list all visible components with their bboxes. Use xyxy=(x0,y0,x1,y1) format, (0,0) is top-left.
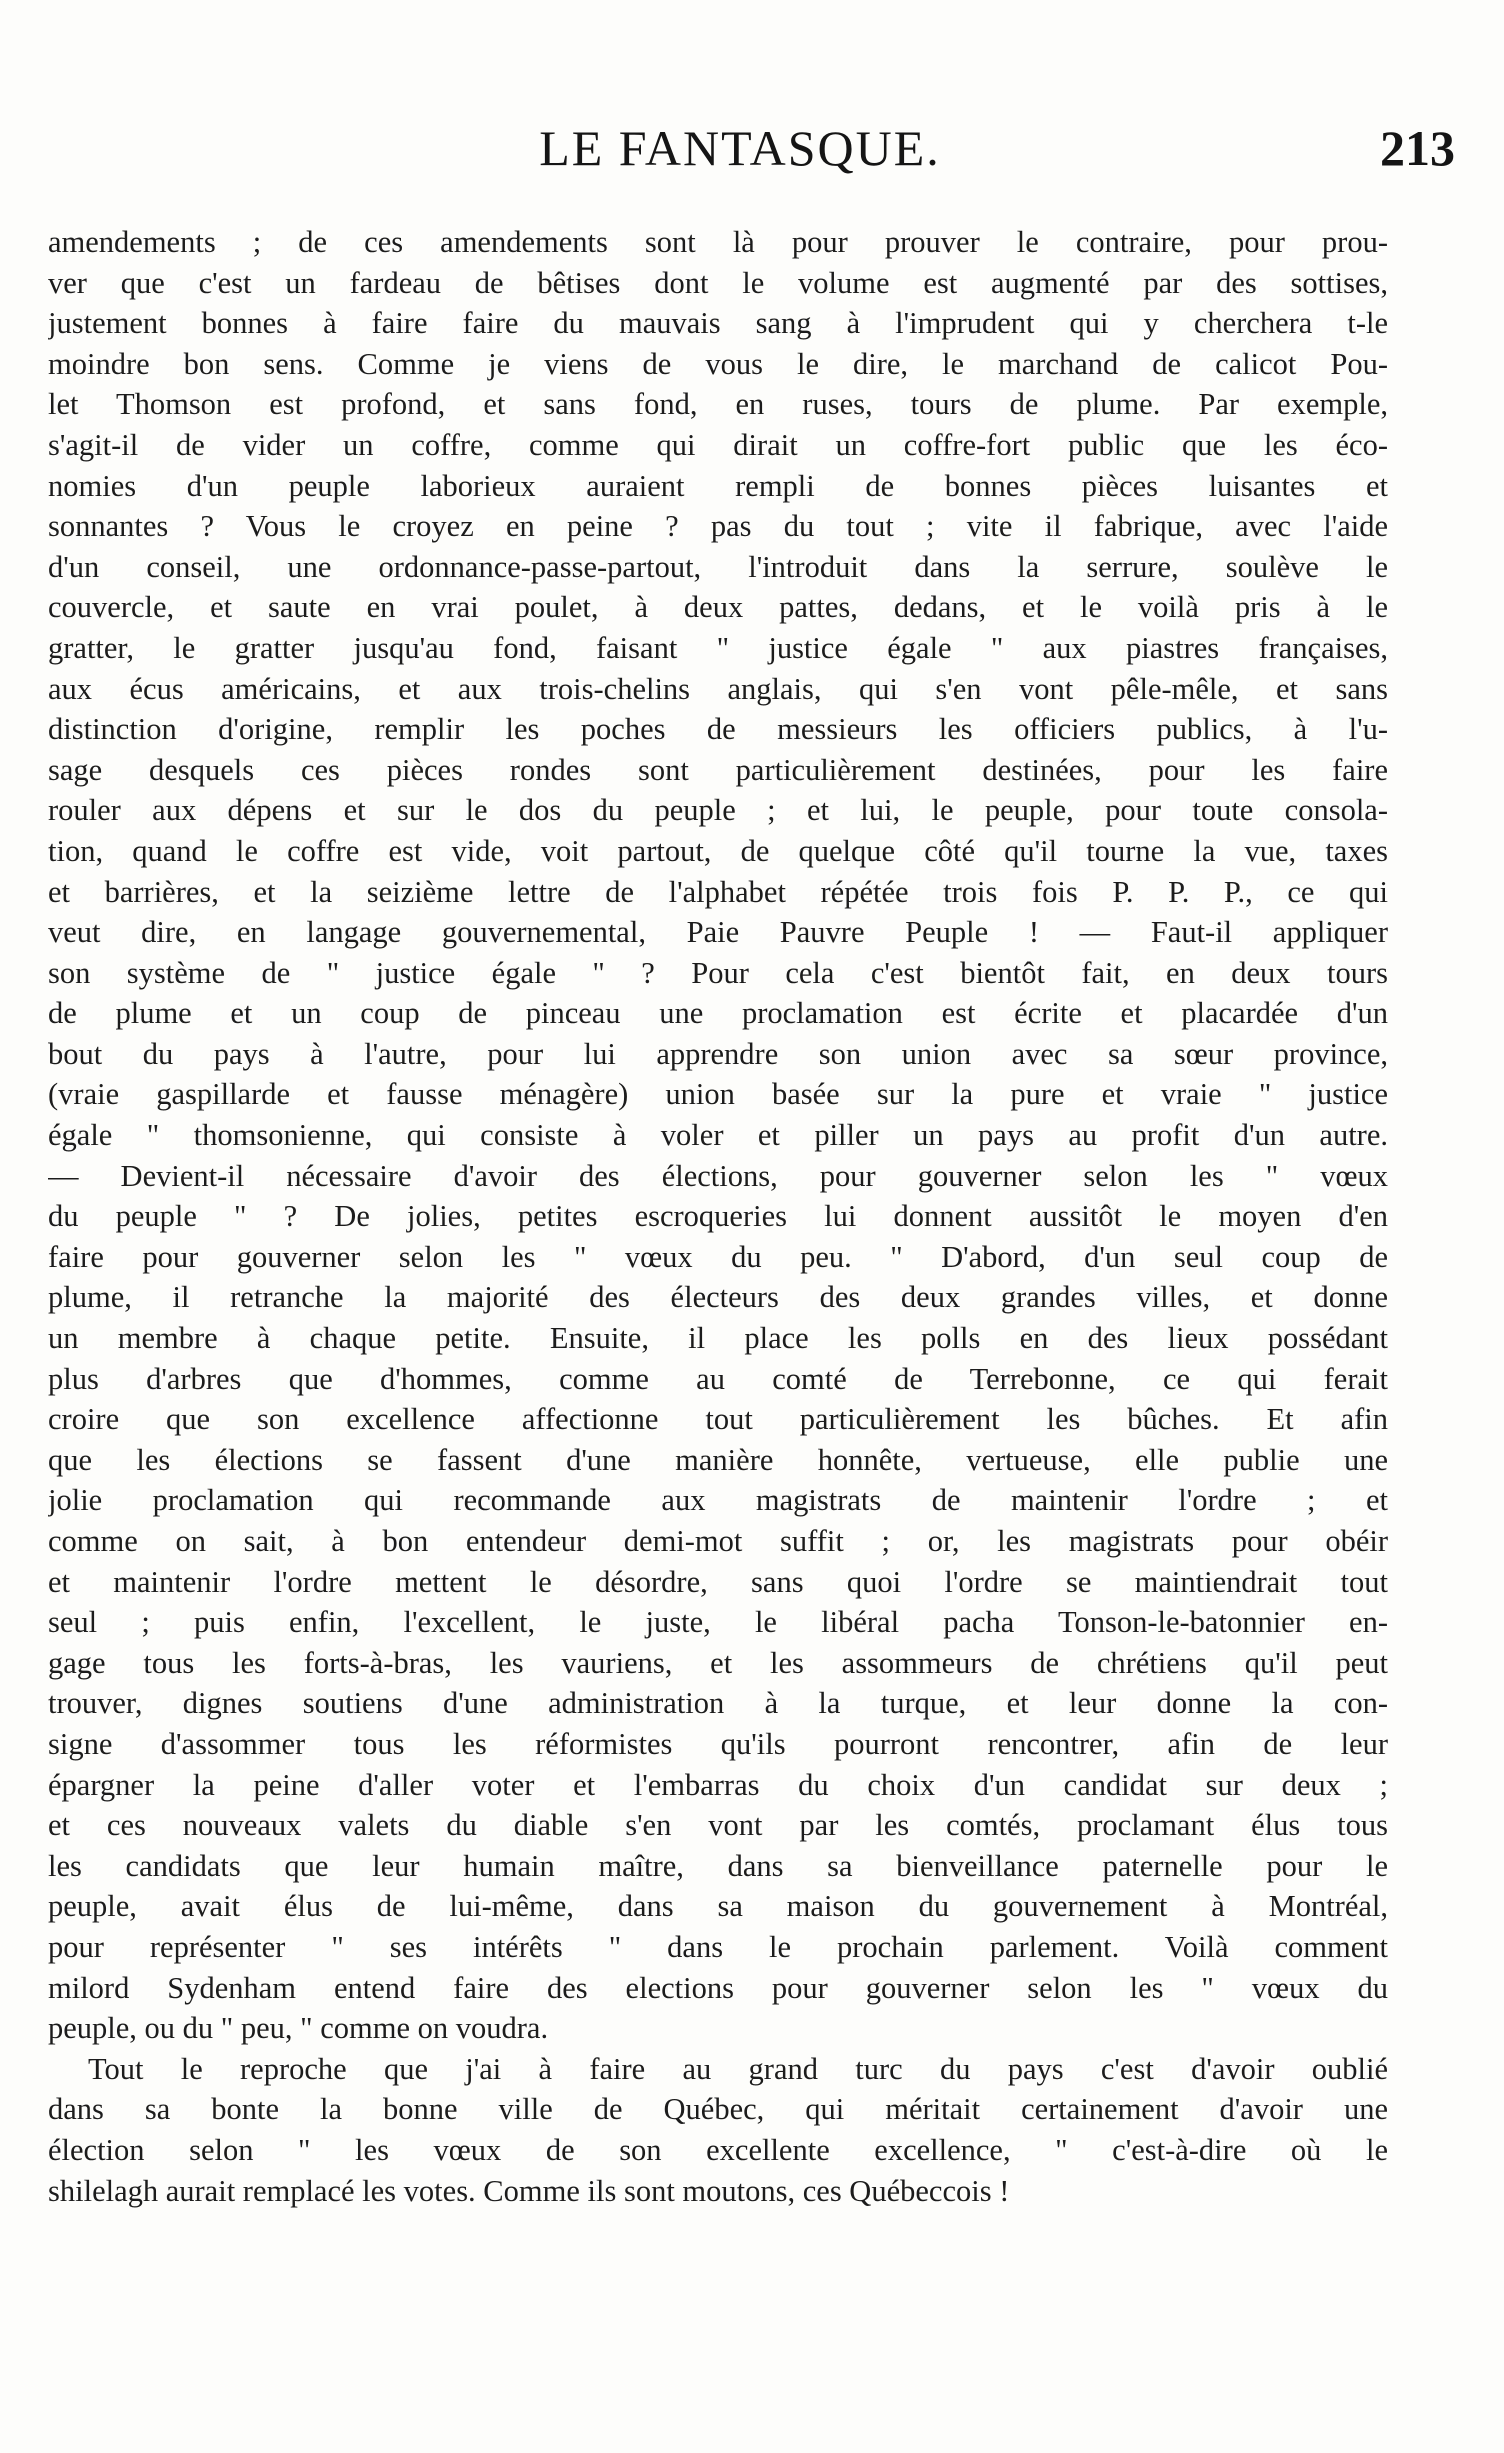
text-line: signe d'assommer tous les réformistes qu'ils pourront rencontrer, afin de leur xyxy=(48,1726,1388,1761)
text-line: ver que c'est un fardeau de bêtises dont le volume est augmenté par des sottises, xyxy=(48,265,1388,300)
text-line: tion, quand le coffre est vide, voit partout, de quelque côté qu'il tourne la vue, taxes xyxy=(48,833,1388,868)
text-line: et ces nouveaux valets du diable s'en vont par les comtés, proclamant élus tous xyxy=(48,1808,1388,1843)
text-line: sage desquels ces pièces rondes sont particulièrement destinées, pour les faire xyxy=(48,752,1388,787)
text-line: et barrières, et la seizième lettre de l'alphabet répétée trois fois P. P. P., ce qui xyxy=(48,874,1388,909)
text-line: let Thomson est profond, et sans fond, en ruses, tours de plume. Par exemple, xyxy=(48,387,1388,422)
text-line: moindre bon sens. Comme je viens de vous le dire, le marchand de calicot Pou- xyxy=(48,346,1388,381)
text-line: sonnantes ? Vous le croyez en peine ? pas du tout ; vite il fabrique, avec l'aide xyxy=(48,509,1388,544)
page-number: 213 xyxy=(1380,120,1455,176)
text-line: dans sa bonte la bonne ville de Québec, qui méritait certainement d'avoir une xyxy=(48,2092,1388,2127)
text-line: les candidats que leur humain maître, dans sa bienveillance paternelle pour le xyxy=(48,1848,1388,1883)
text-line: — Devient-il nécessaire d'avoir des élections, pour gouverner selon les " vœux xyxy=(48,1158,1388,1193)
text-line: comme on sait, à bon entendeur demi-mot suffit ; or, les magistrats pour obéir xyxy=(48,1524,1388,1558)
text-line: couvercle, et saute en vrai poulet, à deux pattes, dedans, et le voilà pris à le xyxy=(48,590,1388,625)
text-line: s'agit-il de vider un coffre, comme qui dirait un coffre-fort public que les éco- xyxy=(48,427,1388,462)
body-text xyxy=(48,222,1388,2211)
text-line: nomies d'un peuple laborieux auraient rempli de bonnes pièces luisantes et xyxy=(48,468,1388,503)
text-line: de plume et un coup de pinceau une proclamation est écrite et placardée d'un xyxy=(48,996,1388,1031)
text-line: plus d'arbres que d'hommes, comme au comté de Terrebonne, ce qui ferait xyxy=(48,1361,1388,1396)
text-line: pour représenter " ses intérêts " dans le prochain parlement. Voilà comment xyxy=(48,1929,1388,1964)
text-line: seul ; puis enfin, l'excellent, le juste, le libéral pacha Tonson-le-batonnier en- xyxy=(48,1605,1388,1640)
text-line: aux écus américains, et aux trois-chelins anglais, qui s'en vont pêle-mêle, et sans xyxy=(48,671,1388,706)
text-line: trouver, dignes soutiens d'une administration à la turque, et leur donne la con- xyxy=(48,1686,1388,1721)
text-line: shilelagh aurait remplacé les votes. Comme ils sont moutons, ces Québeccois ! xyxy=(48,2173,1010,2208)
paragraph xyxy=(48,2049,1388,2211)
text-line: peuple, avait élus de lui-même, dans sa maison du gouvernement à Montréal, xyxy=(48,1889,1388,1924)
text-line: son système de " justice égale " ? Pour cela c'est bientôt fait, en deux tours xyxy=(48,955,1388,990)
text-line: (vraie gaspillarde et fausse ménagère) union basée sur la pure et vraie " justice xyxy=(48,1077,1388,1112)
text-line: gage tous les forts-à-bras, les vauriens, et les assommeurs de chrétiens qu'il peut xyxy=(48,1645,1388,1680)
text-line: croire que son excellence affectionne tout particulièrement les bûches. Et afin xyxy=(48,1402,1388,1437)
text-line: gratter, le gratter jusqu'au fond, faisant " justice égale " aux piastres françaises, xyxy=(48,630,1388,665)
paragraph xyxy=(48,222,1388,2049)
text-line: Tout le reproche que j'ai à faire au grand turc du pays c'est d'avoir oublié xyxy=(88,2051,1388,2086)
text-line: d'un conseil, une ordonnance-passe-partout, l'introduit dans la serrure, soulève le xyxy=(48,549,1388,584)
text-line: jolie proclamation qui recommande aux magistrats de maintenir l'ordre ; et xyxy=(48,1483,1388,1518)
text-line: du peuple " ? De jolies, petites escroqueries lui donnent aussitôt le moyen d'en xyxy=(48,1199,1388,1234)
text-line: épargner la peine d'aller voter et l'embarras du choix d'un candidat sur deux ; xyxy=(48,1767,1388,1802)
text-line: et maintenir l'ordre mettent le désordre, sans quoi l'ordre se maintiendrait tout xyxy=(48,1564,1388,1599)
page-header xyxy=(60,118,1455,178)
text-line: un membre à chaque petite. Ensuite, il place les polls en des lieux possédant xyxy=(48,1321,1388,1356)
text-line: faire pour gouverner selon les " vœux du peu. " D'abord, d'un seul coup de xyxy=(48,1239,1388,1274)
text-line: justement bonnes à faire faire du mauvais sang à l'imprudent qui y cherchera t-le xyxy=(48,306,1388,341)
text-line: que les élections se fassent d'une manière honnête, vertueuse, elle publie une xyxy=(48,1442,1388,1477)
text-line: plume, il retranche la majorité des électeurs des deux grandes villes, et donne xyxy=(48,1280,1388,1315)
text-line: veut dire, en langage gouvernemental, Paie Pauvre Peuple ! — Faut-il appliquer xyxy=(48,915,1388,950)
text-line: peuple, ou du " peu, " comme on voudra. xyxy=(48,2011,549,2046)
text-line: bout du pays à l'autre, pour lui apprendre son union avec sa sœur province, xyxy=(48,1036,1388,1071)
text-line: amendements ; de ces amendements sont là pour prouver le contraire, pour prou- xyxy=(48,225,1388,259)
text-line: distinction d'origine, remplir les poches de messieurs les officiers publics, à l'u- xyxy=(48,712,1388,747)
text-line: élection selon " les vœux de son excellente excellence, " c'est-à-dire où le xyxy=(48,2132,1388,2167)
running-title: LE FANTASQUE. xyxy=(539,120,941,176)
text-line: milord Sydenham entend faire des elections pour gouverner selon les " vœux du xyxy=(48,1970,1388,2005)
text-line: égale " thomsonienne, qui consiste à voler et piller un pays au profit d'un autre. xyxy=(48,1118,1388,1153)
text-line: rouler aux dépens et sur le dos du peuple ; et lui, le peuple, pour toute consola- xyxy=(48,793,1388,828)
